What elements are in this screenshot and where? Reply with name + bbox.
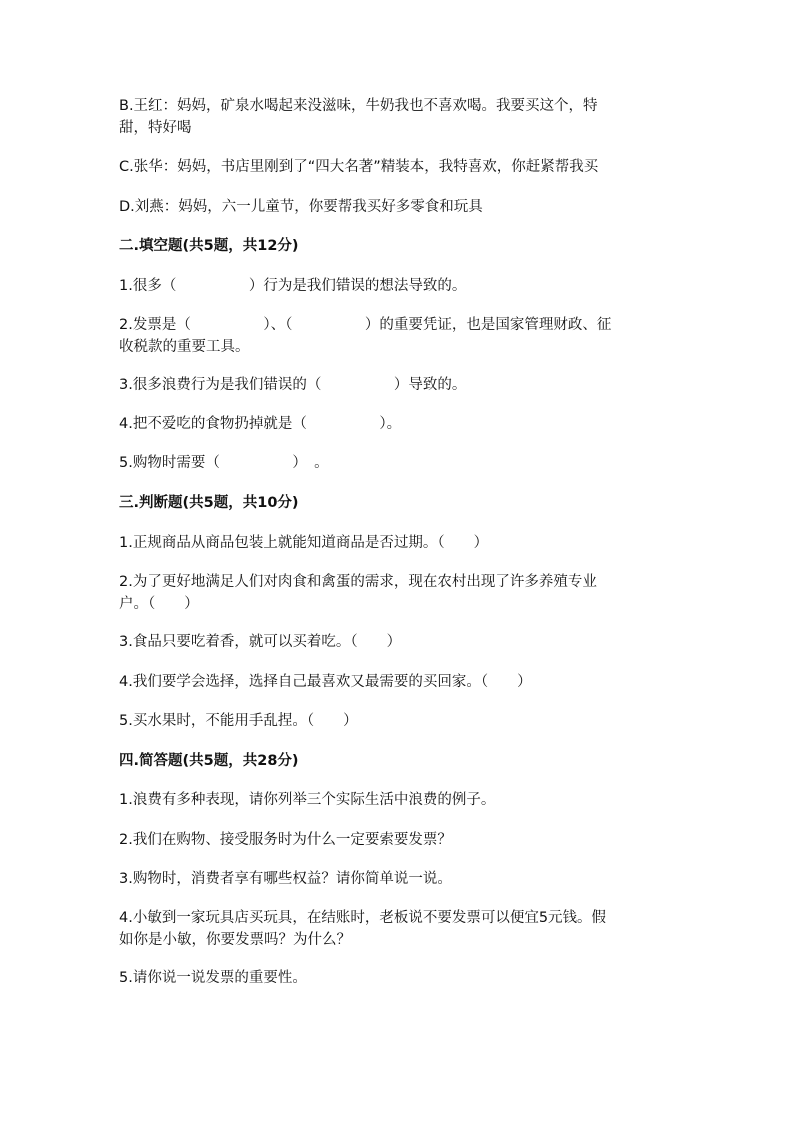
option-c: C.张华：妈妈，书店里刚到了“四大名著”精装本，我特喜欢，你赶紧帮我买: [119, 159, 599, 175]
option-d: D.刘燕：妈妈，六一儿童节，你要帮我买好多零食和玩具: [119, 199, 483, 215]
tf-question-2-line2: 户。（ ）: [119, 596, 199, 612]
fill-question-2-line1: 2.发票是（ ）、（ ）的重要凭证，也是国家管理财政、征: [119, 317, 612, 333]
sa-question-5: 5.请你说一说发票的重要性。: [119, 970, 307, 986]
tf-question-2-line1: 2.为了更好地满足人们对肉食和禽蛋的需求，现在农村出现了许多养殖专业: [119, 574, 597, 590]
section-heading-true-false: 三.判断题(共5题，共10分): [119, 495, 299, 511]
tf-question-1: 1.正规商品从商品包装上就能知道商品是否过期。（ ）: [119, 535, 489, 551]
fill-question-3: 3.很多浪费行为是我们错误的（ ）导致的。: [119, 377, 467, 393]
sa-question-4-line2: 如你是小敏，你要发票吗？为什么？: [119, 932, 351, 948]
tf-question-4: 4.我们要学会选择，选择自己最喜欢又最需要的买回家。（ ）: [119, 674, 532, 690]
section-heading-fill-blank: 二.填空题(共5题，共12分): [119, 238, 299, 254]
option-b-line2: 甜，特好喝: [119, 120, 192, 136]
fill-question-4: 4.把不爱吃的食物扔掉就是（ ）。: [119, 416, 402, 432]
option-b-line1: B.王红：妈妈，矿泉水喝起来没滋味，牛奶我也不喜欢喝。我要买这个，特: [119, 98, 598, 114]
fill-question-2-line2: 收税款的重要工具。: [119, 339, 250, 355]
sa-question-1: 1.浪费有多种表现，请你列举三个实际生活中浪费的例子。: [119, 792, 496, 808]
tf-question-3: 3.食品只要吃着香，就可以买着吃。（ ）: [119, 634, 402, 650]
tf-question-5: 5.买水果时，不能用手乱捏。（ ）: [119, 713, 358, 729]
sa-question-4-line1: 4.小敏到一家玩具店买玩具，在结账时，老板说不要发票可以便宜5元钱。假: [119, 910, 607, 926]
fill-question-5: 5.购物时需要（ ） 。: [119, 455, 329, 471]
section-heading-short-answer: 四.简答题(共5题，共28分): [119, 753, 299, 769]
sa-question-2: 2.我们在购物、接受服务时为什么一定要索要发票？: [119, 832, 452, 848]
sa-question-3: 3.购物时，消费者享有哪些权益？请你简单说一说。: [119, 871, 452, 887]
fill-question-1: 1.很多（ ）行为是我们错误的想法导致的。: [119, 278, 467, 294]
